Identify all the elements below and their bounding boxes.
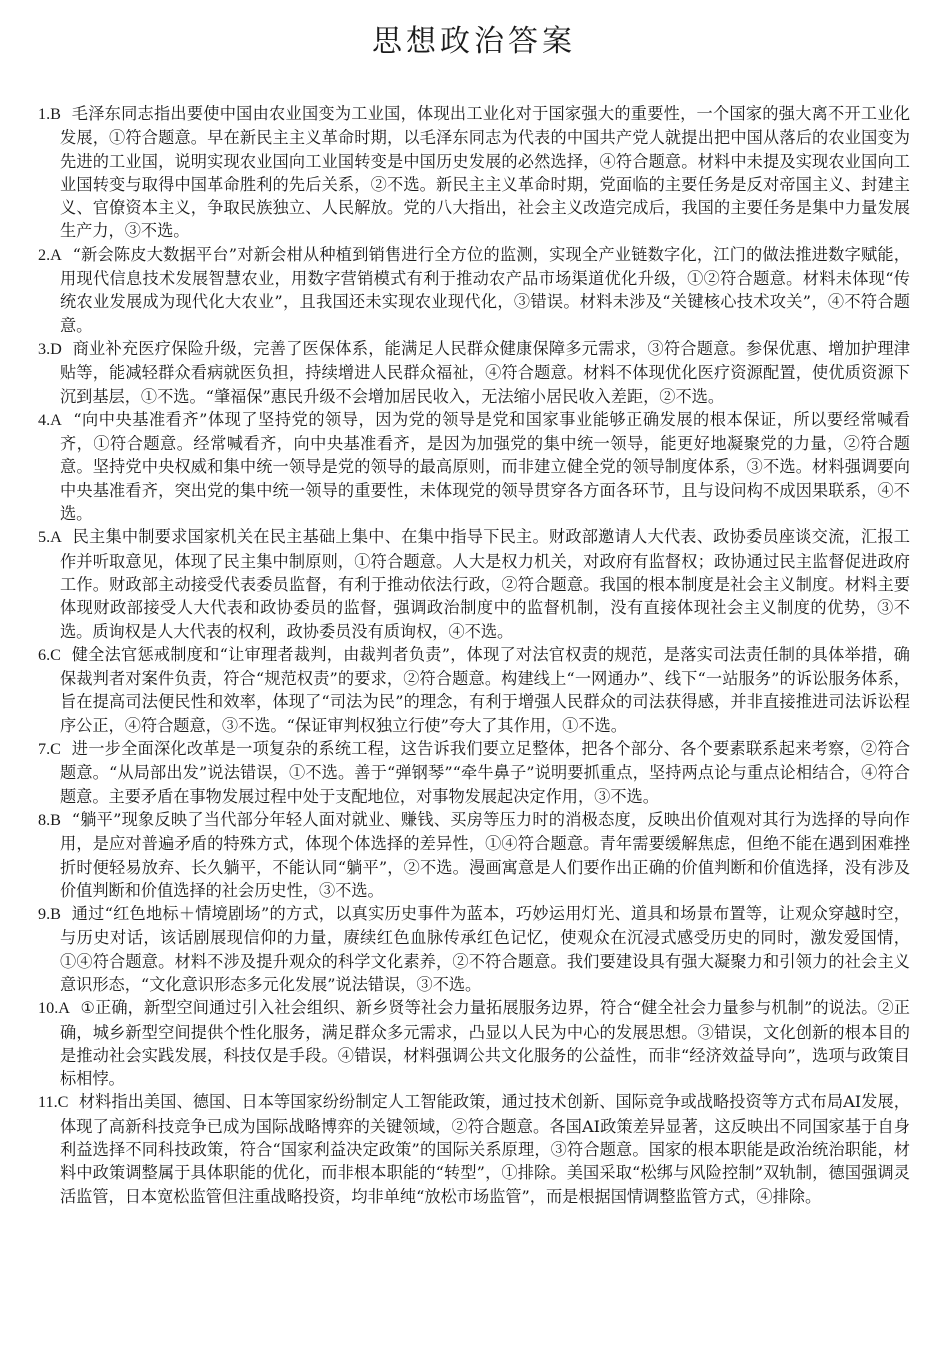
question-number: 9. bbox=[38, 905, 51, 924]
answer-key: C bbox=[57, 1093, 69, 1112]
answer-item bbox=[38, 102, 910, 243]
answer-key: D bbox=[50, 339, 62, 358]
answer-item bbox=[38, 808, 910, 902]
question-number: 7. bbox=[38, 740, 51, 759]
answer-key: B bbox=[50, 905, 61, 924]
question-number: 6. bbox=[38, 645, 51, 664]
answer-explanation: 民主集中制要求国家机关在民主基础上集中、在集中指导下民主。财政部邀请人大代表、政协委员座谈交流，汇报工作并听取意见，体现了民主集中制原则，①符合题意。人大是权力机关，对政府有监督权；政协通过民主监督促进政府工作。财政部主动接受代表委员监督，有利于推动依法行政，②符合题意。我国的根本制度是社会主义制度。材料主要体现财政部接受人大代表和政协委员的监督，强调政治制度中的监督机制，没有直接体现社会主义制度的优势，③不选。质询权是人大代表的权利，政协委员没有质询权，④不选。 bbox=[60, 527, 910, 641]
answer-key: C bbox=[50, 740, 61, 759]
answer-explanation: 进一步全面深化改革是一项复杂的系统工程，这告诉我们要立足整体，把各个部分、各个要素联系起来考察，②符合题意。“从局部出发”说法错误，①不选。善于“弹钢琴”“牵牛鼻子”说明要抓重点，坚持两点论与重点论相结合，④符合题意。主要矛盾在事物发展过程中处于支配地位，对事物发展起决定作用，③不选。 bbox=[60, 739, 911, 806]
answer-explanation: “向中央基准看齐”体现了坚持党的领导，因为党的领导是党和国家事业能够正确发展的根本保证，所以要经常喊看齐，①符合题意。经常喊看齐，向中央基准看齐，是因为加强党的集中统一领导，能更好地凝聚党的力量，②符合题意。坚持党中央权威和集中统一领导是党的领导的最高原则，而非建立健全党的领导制度体系，③不选。材料强调要向中央基准看齐，突出党的集中统一领导的重要性，未体现党的领导贯穿各方面各环节，且与设问构不成因果联系，④不选。 bbox=[60, 409, 910, 524]
question-number: 11. bbox=[38, 1093, 58, 1112]
answer-explanation: “新会陈皮大数据平台”对新会柑从种植到销售进行全方位的监测，实现全产业链数字化，江门的做法推进数字赋能，用现代信息技术发展智慧农业，用数字营销模式有利于推动农产品市场渠道优化升级，①②符合题意。材料未体现“传统农业发展成为现代化大农业”，且我国还未实现农业现代化，③错误。材料未涉及“关键核心技术攻关”，④不符合题意。 bbox=[60, 244, 910, 335]
answer-explanation: 毛泽东同志指出要使中国由农业国变为工业国，体现出工业化对于国家强大的重要性，一个国家的强大离不开工业化发展，①符合题意。早在新民主主义革命时期，以毛泽东同志为代表的中国共产党人就提出把中国从落后的农业国变为先进的工业国，说明实现农业国向工业国转变是中国历史发展的必然选择，④符合题意。材料中未提及实现农业国向工业国转变与取得中国革命胜利的先后关系，②不选。新民主主义革命时期，党面临的主要任务是反对帝国主义、封建主义、官僚资本主义，争取民族独立、人民解放。党的八大指出，社会主义改造完成后，我国的主要任务是集中力量发展生产力，③不选。 bbox=[60, 104, 911, 241]
question-number: 10. bbox=[38, 999, 59, 1018]
question-number: 1. bbox=[38, 105, 51, 123]
answer-key: A bbox=[58, 999, 70, 1018]
answer-explanation: 健全法官惩戒制度和“让审理者裁判，由裁判者负责”，体现了对法官权责的规范，是落实司法责任制的具体举措，确保裁判者对案件负责，符合“规范权责”的要求，②符合题意。构建线上“一网通办”、线下“一站服务”的诉讼服务体系，旨在提高司法便民性和效率，体现了“司法为民”的理念，有利于增强人民群众的司法获得感，并非直接推进司法诉讼程序公正，④符合题意，③不选。“保证审判权独立行使”夸大了其作用，①不选。 bbox=[60, 644, 910, 735]
page-title: 思想政治答案 bbox=[372, 24, 576, 59]
answer-item bbox=[38, 902, 910, 996]
answer-explanation: “躺平”现象反映了当代部分年轻人面对就业、赚钱、买房等压力时的消极态度，反映出价值观对其行为选择的导向作用，是应对普遍矛盾的特殊方式，体现个体选择的差异性，①④符合题意。青年需要缓解焦虑，但绝不能在遇到困难挫折时便轻易放弃、长久躺平，不能认同“躺平”，②不选。漫画寓意是人们要作出正确的价值判断和价值选择，没有涉及价值判断和价值选择的社会历史性，③不选。 bbox=[60, 809, 910, 900]
answer-item bbox=[38, 643, 910, 737]
answer-item bbox=[38, 1090, 910, 1207]
answer-explanation: 通过“红色地标＋情境剧场”的方式，以真实历史事件为蓝本，巧妙运用灯光、道具和场景布置等，让观众穿越时空，与历史对话，该话剧展现信仰的力量，赓续红色血脉传承红色记忆，使观众在沉浸式感受历史的同时，激发爱国情，①④符合题意。材料不涉及提升观众的科学文化素养，②不符合题意。我们要建设具有强大凝聚力和引领力的社会主义意识形态，“文化意识形态多元化发展”说法错误，③不选。 bbox=[60, 904, 910, 994]
answer-key: B bbox=[50, 810, 61, 829]
answer-item bbox=[38, 243, 910, 337]
answer-key: A bbox=[50, 245, 62, 264]
answer-explanation: 商业补充医疗保险升级，完善了医保体系，能满足人民群众健康保障多元需求，③符合题意。参保优惠、增加护理津贴等，能减轻群众看病就医负担，持续增进人民群众福祉，④符合题意。材料不体现优化医疗资源配置，使优质资源下沉到基层，①不选。“肇福保”惠民升级不会增加居民收入，无法缩小居民收入差距，②不选。 bbox=[60, 338, 910, 406]
answer-list bbox=[38, 102, 910, 1208]
answer-item bbox=[38, 737, 910, 808]
question-number: 5. bbox=[38, 528, 51, 547]
answer-item bbox=[38, 408, 910, 525]
question-number: 3. bbox=[38, 339, 51, 358]
question-number: 2. bbox=[38, 245, 51, 264]
question-number: 4. bbox=[38, 410, 51, 429]
answer-key: C bbox=[50, 645, 61, 664]
answer-key: B bbox=[50, 105, 61, 123]
answer-key: A bbox=[50, 410, 62, 429]
answer-key: A bbox=[50, 528, 62, 547]
answer-item bbox=[38, 337, 910, 408]
answer-explanation: ①正确，新型空间通过引入社会组织、新乡贤等社会力量拓展服务边界，符合“健全社会力量参与机制”的说法。②正确，城乡新型空间提供个性化服务，满足群众多元需求，凸显以人民为中心的发展思想。③错误，文化创新的根本目的是推动社会实践发展，科技仅是手段。④错误，材料强调公共文化服务的公益性，而非“经济效益导向”，选项与政策目标相悖。 bbox=[60, 998, 910, 1089]
answer-explanation: 材料指出美国、德国、日本等国家纷纷制定人工智能政策，通过技术创新、国际竞争或战略投资等方式布局AI发展，体现了高新科技竞争已成为国际战略博弈的关键领域，②符合题意。各国AI政策差异显著，这反映出不同国家基于自身利益选择不同科技政策，符合“国家利益决定政策”的国际关系原理，③符合题意。国家的根本职能是政治统治职能，材料中政策调整属于具体职能的优化，而非根本职能的“转型”，①排除。美国采取“松绑与风险控制”双轨制，德国强调灵活监管，日本宽松监管但注重战略投资，均非单纯“放松市场监管”，而是根据国情调整监管方式，④排除。 bbox=[60, 1092, 910, 1206]
question-number: 8. bbox=[38, 810, 51, 829]
answer-item bbox=[38, 525, 910, 642]
answer-item bbox=[38, 996, 910, 1090]
